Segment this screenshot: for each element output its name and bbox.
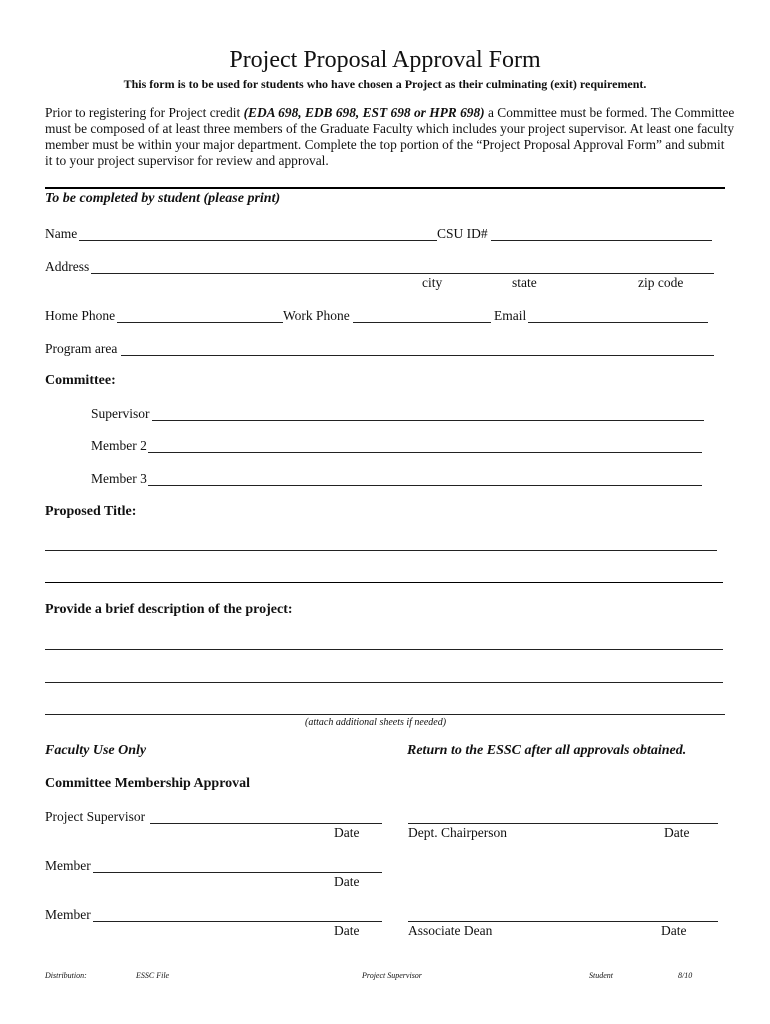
email-field[interactable] xyxy=(528,322,708,323)
description-line-1[interactable] xyxy=(45,649,723,650)
associate-dean-signature-field[interactable] xyxy=(408,921,718,922)
dept-chair-label: Dept. Chairperson xyxy=(408,825,507,840)
address-field[interactable] xyxy=(91,273,714,274)
proposed-title-heading: Proposed Title: xyxy=(45,504,137,519)
state-label: state xyxy=(512,275,537,290)
associate-dean-label: Associate Dean xyxy=(408,923,493,938)
member-1-label: Member xyxy=(45,858,91,873)
address-label: Address xyxy=(45,259,90,274)
footer-distribution: Distribution: xyxy=(45,971,87,980)
faculty-use-heading: Faculty Use Only xyxy=(45,743,147,758)
section-divider xyxy=(45,187,725,189)
intro-text-after: a Committee must be formed. The Committee must be composed of at least three members of the Graduate Faculty which includes your project supervisor. At least one faculty member must be within your major department. Complete the top portion of the “Project Proposal Approval Form” and submit it to your project supervisor for review and approval. xyxy=(45,105,735,168)
supervisor-field[interactable] xyxy=(152,420,704,421)
work-phone-field[interactable] xyxy=(353,322,491,323)
csu-id-label: CSU ID# xyxy=(437,226,488,241)
project-supervisor-date-label: Date xyxy=(334,825,360,840)
intro-course-codes: (EDA 698, EDB 698, EST 698 or HPR 698) xyxy=(243,105,485,120)
program-area-field[interactable] xyxy=(121,355,714,356)
student-section-heading: To be completed by student (please print) xyxy=(45,191,281,206)
intro-text-before: Prior to registering for Project credit xyxy=(45,105,244,120)
footer-version: 8/10 xyxy=(678,971,693,980)
home-phone-label: Home Phone xyxy=(45,308,116,323)
proposed-title-line-2[interactable] xyxy=(45,582,723,583)
member-1-signature-field[interactable] xyxy=(93,872,382,873)
dept-chair-date-label: Date xyxy=(664,825,690,840)
zip-code-label: zip code xyxy=(638,275,684,290)
intro-paragraph xyxy=(45,105,735,169)
member-2-approval-label: Member xyxy=(45,907,91,922)
member-3-field[interactable] xyxy=(148,485,702,486)
footer-essc-file: ESSC File xyxy=(136,971,170,980)
description-line-3[interactable] xyxy=(45,714,725,715)
form-subtitle: This form is to be used for students who have chosen a Project as their culminating (exit) requirement. xyxy=(123,77,647,91)
attach-sheets-note: (attach additional sheets if needed) xyxy=(305,717,447,728)
member-2-date-label: Date xyxy=(334,923,360,938)
member-2-label: Member 2 xyxy=(91,438,147,453)
supervisor-label: Supervisor xyxy=(91,406,150,421)
proposed-title-line-1[interactable] xyxy=(45,550,717,551)
home-phone-field[interactable] xyxy=(117,322,283,323)
name-field[interactable] xyxy=(79,240,437,241)
committee-approval-heading: Committee Membership Approval xyxy=(45,776,251,791)
footer-project-supervisor: Project Supervisor xyxy=(362,971,422,980)
member-3-label: Member 3 xyxy=(91,471,147,486)
description-line-2[interactable] xyxy=(45,682,723,683)
work-phone-label: Work Phone xyxy=(283,308,350,323)
return-to-essc-note: Return to the ESSC after all approvals obtained. xyxy=(407,743,687,758)
member-1-date-label: Date xyxy=(334,874,360,889)
email-label: Email xyxy=(494,308,527,323)
member-2-field[interactable] xyxy=(148,452,702,453)
name-label: Name xyxy=(45,226,78,241)
description-heading: Provide a brief description of the project: xyxy=(45,602,293,617)
footer-student: Student xyxy=(589,971,613,980)
project-supervisor-label: Project Supervisor xyxy=(45,809,146,824)
city-label: city xyxy=(422,275,443,290)
form-title: Project Proposal Approval Form xyxy=(229,47,541,73)
project-supervisor-signature-field[interactable] xyxy=(150,823,382,824)
program-area-label: Program area xyxy=(45,341,118,356)
committee-heading: Committee: xyxy=(45,373,116,388)
dept-chair-signature-field[interactable] xyxy=(408,823,718,824)
associate-dean-date-label: Date xyxy=(661,923,687,938)
csu-id-field[interactable] xyxy=(491,240,712,241)
member-2-signature-field[interactable] xyxy=(93,921,382,922)
